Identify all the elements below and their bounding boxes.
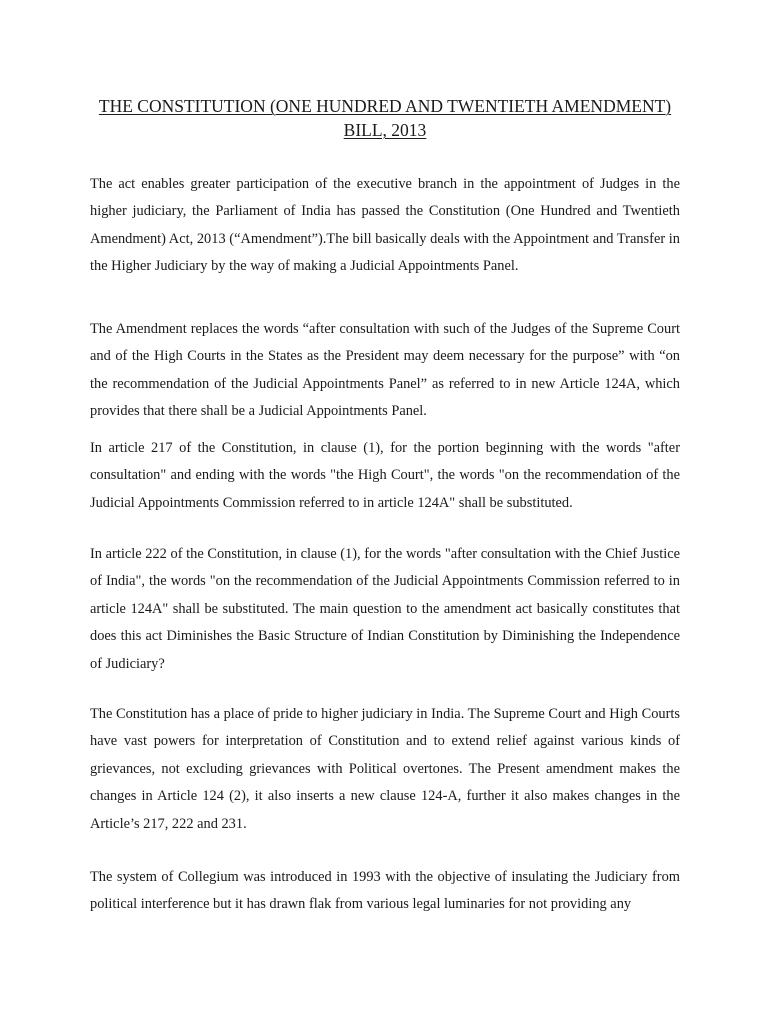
paragraph-article-217: In article 217 of the Constitution, in clause (1), for the portion beginning with the words "after consultation" and ending with the words "the High Court", the words "on the recommendation of the Judicial Appointments Commission referred to in article 124A" shall be substituted. (90, 440, 680, 511)
paragraph-constitution-pride: The Constitution has a place of pride to higher judiciary in India. The Supreme Court and High Courts have vast powers for interpretation of Constitution and to extend relief against various kinds of grievances, not excluding grievances with Political overtones. The Present amendment makes the changes in Article 124 (2), it also inserts a new clause 124-A, further it also makes changes in the Article’s 217, 222 and 231. (90, 706, 680, 832)
paragraph-intro: The act enables greater participation of the executive branch in the appointment of Judges in the higher judiciary, the Parliament of India has passed the Constitution (One Hundred and Twentieth Amendment) Act, 2013 (“Amendment”).The bill basically deals with the Appointment and Transfer in the Higher Judiciary by the way of making a Judicial Appointments Panel. (90, 176, 680, 275)
paragraph-article-222: In article 222 of the Constitution, in clause (1), for the words "after consultation with the Chief Justice of India", the words "on the recommendation of the Judicial Appointments Commission referred to in article 124A" shall be substituted. The main question to the amendment act basically constitutes that does this act Diminishes the Basic Structure of Indian Constitution by Diminishing the Independence of Judiciary? (90, 546, 680, 672)
paragraph-amendment-replacement: The Amendment replaces the words “after consultation with such of the Judges of the Supreme Court and of the High Courts in the States as the President may deem necessary for the purpose” with “on the recommendation of the Judicial Appointments Panel” as referred to in new Article 124A, which provides that there shall be a Judicial Appointments Panel. (90, 321, 680, 420)
document-title: THE CONSTITUTION (ONE HUNDRED AND TWENTIETH AMENDMENT) BILL, 2013 (98, 96, 672, 140)
paragraph-collegium: The system of Collegium was introduced in 1993 with the objective of insulating the Judiciary from political interference but it has drawn flak from various legal luminaries for not providing any (90, 869, 680, 913)
